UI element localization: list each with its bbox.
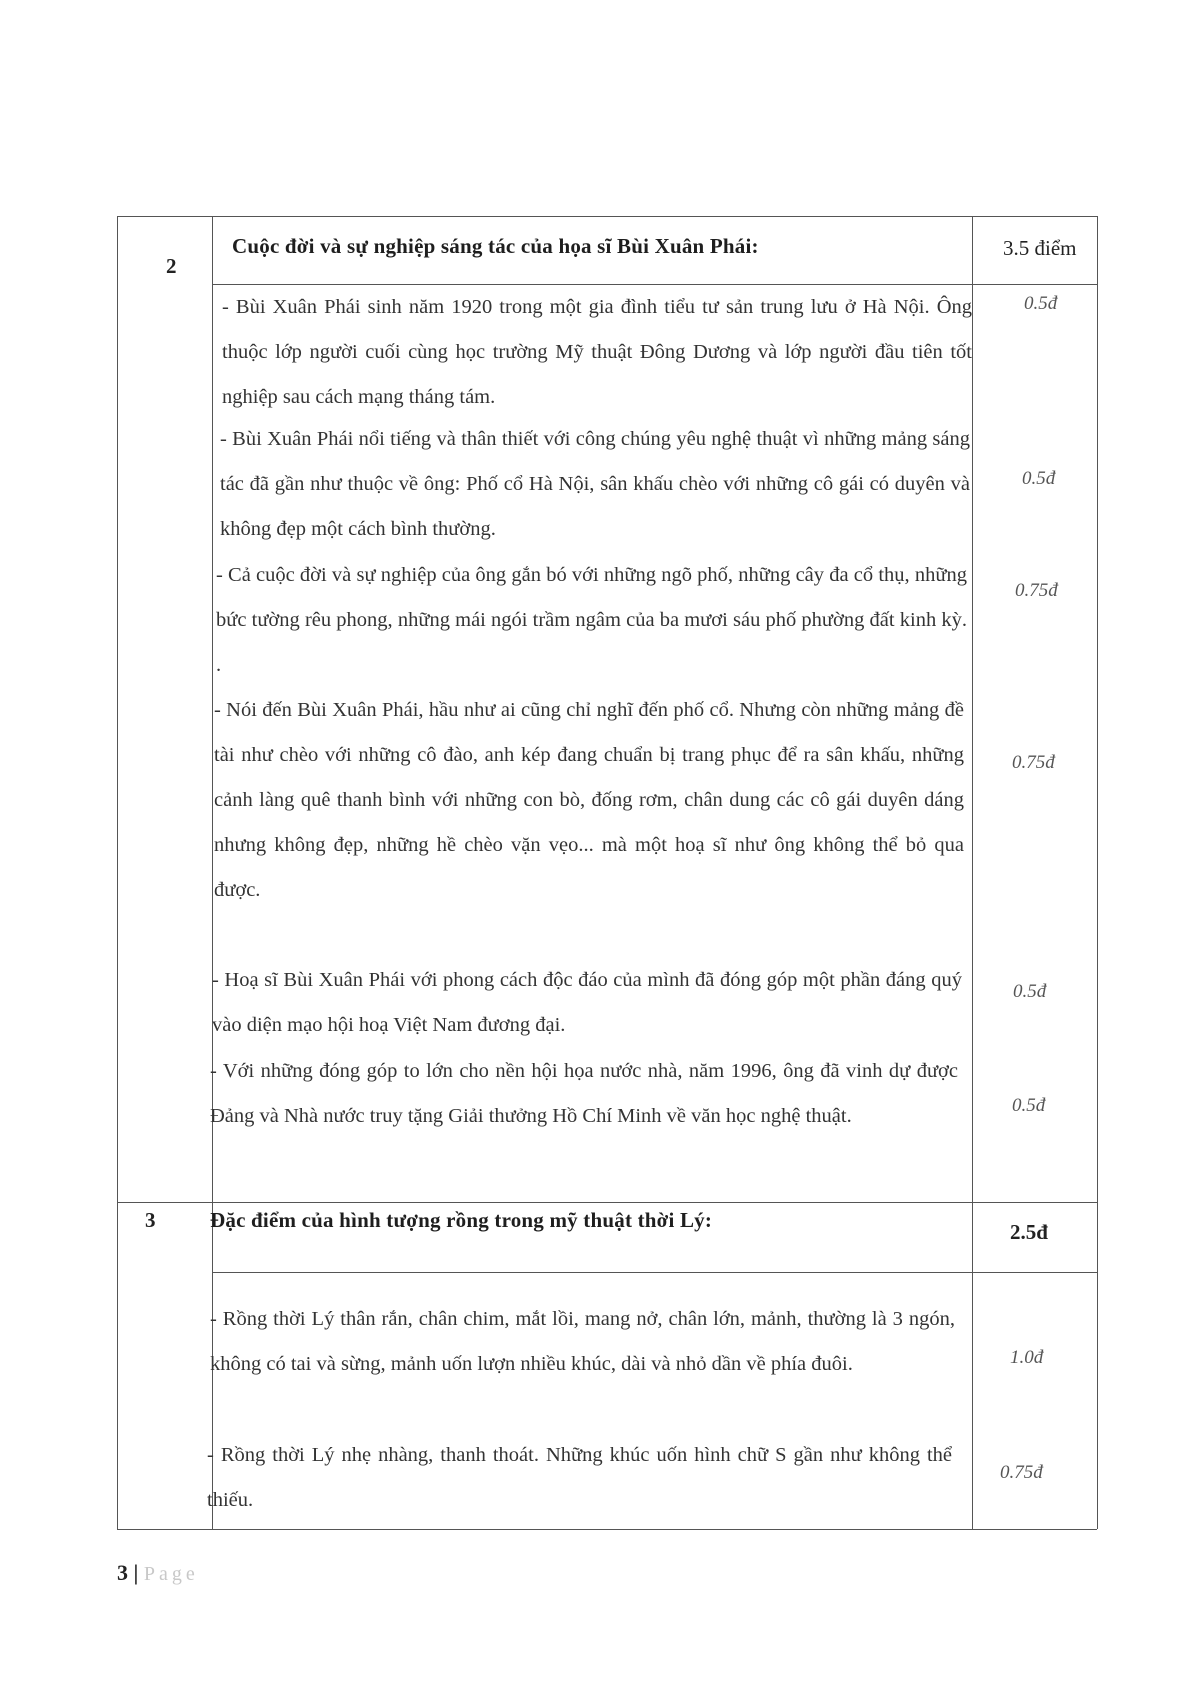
- question-number: 2: [166, 254, 177, 278]
- section-total-score: 2.5đ: [1010, 1220, 1048, 1244]
- item-score: 0.5đ: [1024, 293, 1058, 314]
- section-total-score: 3.5 điểm: [1003, 236, 1077, 260]
- answer-item: - Cả cuộc đời và sự nghiệp của ông gắn bó với những ngõ phố, những cây đa cổ thụ, những bức tường rêu phong, những mái ngói trầm ngâm của ba mươi sáu phố phường đất kinh kỳ. .: [216, 564, 967, 676]
- section-divider: [117, 1202, 1097, 1203]
- section-heading: Đặc điểm của hình tượng rồng trong mỹ thuật thời Lý:: [210, 1208, 713, 1232]
- item-score: 0.5đ: [1022, 468, 1056, 489]
- item-score: 1.0đ: [1010, 1347, 1044, 1368]
- item-score: 0.5đ: [1013, 981, 1047, 1002]
- table-border-right: [1097, 216, 1098, 1529]
- item-score: 0.75đ: [1000, 1462, 1043, 1483]
- table-border-bottom: [117, 1529, 1097, 1530]
- answer-item: - Bùi Xuân Phái sinh năm 1920 trong một gia đình tiểu tư sản trung lưu ở Hà Nội. Ông thuộc lớp người cuối cùng học trường Mỹ thuật Đông Dương và lớp người đầu tiên tốt nghiệp sau cách mạng tháng tám.: [222, 296, 972, 408]
- page-number: 3: [117, 1560, 128, 1585]
- table-border-top: [117, 216, 1097, 217]
- footer-separator: |: [133, 1560, 139, 1585]
- page-label: Page: [143, 1563, 199, 1585]
- question-number: 3: [145, 1208, 156, 1232]
- item-score: 0.75đ: [1015, 580, 1058, 601]
- answer-item: - Với những đóng góp to lớn cho nền hội họa nước nhà, năm 1996, ông đã vinh dự được Đảng và Nhà nước truy tặng Giải thưởng Hồ Chí Minh về văn học nghệ thuật.: [210, 1060, 958, 1127]
- section-heading: Cuộc đời và sự nghiệp sáng tác của họa sĩ Bùi Xuân Phái:: [232, 234, 759, 258]
- page-footer: [117, 1560, 199, 1586]
- answer-item: - Rồng thời Lý nhẹ nhàng, thanh thoát. Những khúc uốn hình chữ S gần như không thể thiếu.: [207, 1444, 952, 1511]
- answer-item: - Bùi Xuân Phái nổi tiếng và thân thiết với công chúng yêu nghệ thuật vì những mảng sáng tác đã gần như thuộc về ông: Phố cổ Hà Nội, sân khấu chèo với những cô gái có duyên và không đẹp một cách bình thường.: [220, 428, 970, 540]
- answer-item: - Nói đến Bùi Xuân Phái, hầu như ai cũng chỉ nghĩ đến phố cổ. Nhưng còn những mảng đề tài như chèo với những cô đào, anh kép đang chuẩn bị trang phục để ra sân khấu, những cảnh làng quê thanh bình với những con bò, đống rơm, chân dung các cô gái duyên dáng nhưng không đẹp, những hề chèo vặn vẹo... mà một hoạ sĩ như ông không thể bỏ qua được.: [214, 699, 964, 901]
- section-3-heading-bottom: [212, 1272, 1097, 1273]
- table-border-left: [117, 216, 118, 1529]
- item-score: 0.75đ: [1012, 752, 1055, 773]
- column-divider-score: [972, 216, 973, 1529]
- answer-item: - Hoạ sĩ Bùi Xuân Phái với phong cách độc đáo của mình đã đóng góp một phần đáng quý vào diện mạo hội hoạ Việt Nam đương đại.: [212, 969, 962, 1036]
- item-score: 0.5đ: [1012, 1095, 1046, 1116]
- answer-item: - Rồng thời Lý thân rắn, chân chim, mắt lồi, mang nở, chân lớn, mảnh, thường là 3 ngón, không có tai và sừng, mảnh uốn lượn nhiều khúc, dài và nhỏ dần về phía đuôi.: [210, 1308, 955, 1375]
